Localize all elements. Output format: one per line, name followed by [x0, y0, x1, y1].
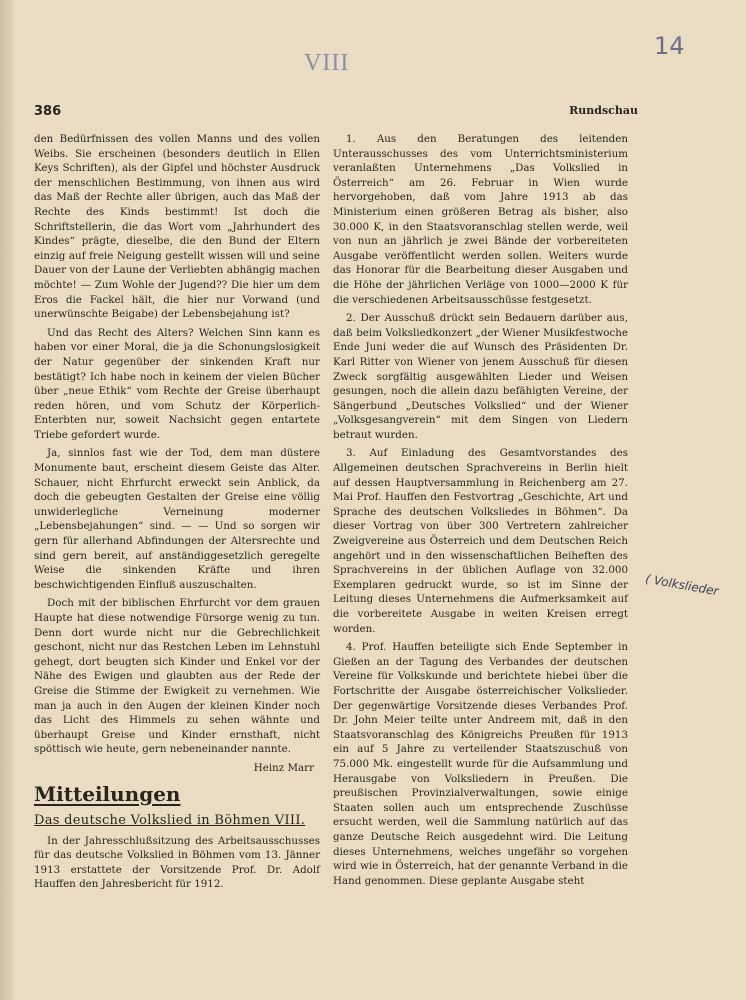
paragraph: 3. Auf Einladung des Gesamtvorstandes des Allgemeinen deutschen Sprachvereins in Berlin hielt auf dessen Hauptversammlung in Reichenberg am 27. Mai Prof. Hauffen den Festvortrag „Geschichte, Art und Sprache des deutschen Volksliedes in Böhmen“. Da dieser Vortrag von über 300 Vertretern zahlreicher Zweigvereine aus Österreich und dem Deutschen Reich angehört und in den wissenschaftlichen Beiheften des Sprachvereins in der üblichen Auflage von 32.000 Exemplaren gedruckt wurde, so ist im Sinne der Leitung dieses Unternehmens die Aufmerksamkeit auf die vorbereitete Ausgabe in weiten Kreisen erregt worden.: [333, 447, 628, 635]
paragraph: Doch mit der biblischen Ehrfurcht vor dem grauen Haupte hat diese notwendige Fürsorge wenig zu tun. Denn dort wurde nicht nur die Gebrechlichkeit geschont, nicht nur das Restchen Leben im Lehnstuhl gehegt, dort beugten sich Kinder und Enkel vor der Nähe des Ewigen und glaubten aus der Rede der Greise die Stimme der Ewigkeit zu vernehmen. Wie man ja auch in den Augen der kleinen Kinder noch das Licht des Himmels zu sehen wähnte und überhaupt Greise und Kinder ernsthaft, nicht spöttisch wie heute, gern nebeneinander nannte.: [34, 597, 320, 756]
running-head: Rundschau: [569, 104, 638, 117]
handwritten-folio-number: 14: [654, 32, 685, 60]
paragraph: 1. Aus den Beratungen des leitenden Unterausschusses des vom Unterrichtsministerium veranlaßten Unternehmens „Das Volkslied in Österreich“ am 26. Februar in Wien wurde hervorgehoben, daß vom Jahre 1913 ab das Ministerium einen größeren Betrag als bisher, also 30.000 K, in den Staatsvoranschlag stellen werde, weil von nun an jährlich je zwei Bände der vorbereiteten Ausgabe veröffentlicht werden sollen. Weiters wurde das Honorar für die Bearbeitung dieser Ausgaben und die Höhe der jährlichen Verläge von 1000—2000 K für die verschiedenen Arbeitsausschüsse festgesetzt.: [333, 133, 628, 306]
handwritten-margin-note: ( Volkslieder: [644, 571, 720, 599]
left-column: [34, 132, 320, 896]
article-title: Das deutsche Volkslied in Böhmen VIII.: [34, 812, 306, 828]
paragraph: Und das Recht des Alters? Welchen Sinn kann es haben vor einer Moral, die ja die Schonungslosigkeit der Natur gegenüber der sinkenden Kraft nur bestätigt? Ich habe noch in keinem der vielen Bücher über „neue Ethik“ vom Rechte der Greise überhaupt reden hören, und vom Schutz der Körperlich-Enterbten nur, soweit Nachsicht gegen entartete Triebe gefordert wurde.: [34, 326, 320, 441]
paragraph: den Bedürfnissen des vollen Manns und des vollen Weibs. Sie erscheinen (besonders deutlich in Ellen Keys Schriften), als der Gipfel und höchster Ausdruck der menschlichen Bestimmung, von ihnen aus wird das Maß der Rechte aller übrigen, auch das Maß der Rechte des Kinds bestimmt! Ist doch die Schriftstellerin, die das Wort vom „Jahrhundert des Kindes“ prägte, dieselbe, die den Bund der Eltern einzig auf freie Neigung gestellt wissen will und seine Dauer von der Laune der Verliebten abhängig machen möchte! — Zum Wohle der Jugend?? Die hier um dem Eros die Fackel hält, die hier nur Vorwand (und unerwünschte Beigabe) der Lebensbejahung ist?: [34, 133, 320, 321]
paragraph: Ja, sinnlos fast wie der Tod, dem man düstere Monumente baut, erscheint diesem Geiste das Alter. Schauer, nicht Ehrfurcht erweckt sein Anblick, da doch die gebeugten Gestalten der Greise eine völlig unwiderlegliche Verneinung moderner „Lebensbejahungen“ sind. — — Und so sorgen wir gern für allerhand Abfindungen der Altersrechte und sind gern bereit, auf anständiggesetzlich geregelte Weise die sinkenden Kräfte und ihren beschwichtigenden Einfluß auszuschalten.: [34, 447, 320, 591]
author-signature: Heinz Marr: [253, 761, 314, 774]
page-number: 386: [34, 104, 62, 119]
page-edge: [0, 0, 14, 1000]
section-heading: Mitteilungen: [34, 781, 181, 806]
paragraph: In der Jahresschlußsitzung des Arbeitsausschusses für das deutsche Volkslied in Böhmen vom 13. Jänner 1913 erstattete der Vorsitzende Prof. Dr. Adolf Hauffen den Jahresbericht für 1912.: [34, 834, 320, 891]
paragraph: 2. Der Ausschuß drückt sein Bedauern darüber aus, daß beim Volksliedkonzert „der Wiener Musikfestwoche Ende Juni weder die auf Wunsch des Präsidenten Dr. Karl Ritter von Wiener von jenem Ausschuß für diesen Zweck sorgfältig ausgewählten Lieder und Weisen gesungen, noch die allein dazu befähigten Vereine, der Sängerbund „Deutsches Volkslied“ und der Wiener „Volksgesangverein“ mit dem Singen von Liedern betraut wurden.: [333, 312, 628, 441]
right-column: [333, 132, 628, 892]
stamp-roman-numeral: VIII: [304, 50, 350, 76]
paragraph: 4. Prof. Hauffen beteiligte sich Ende September in Gießen an der Tagung des Verbandes der deutschen Vereine für Volkskunde und berichtete hiebei über die Fortschritte der Ausgabe österreichischer Volkslieder. Der gegenwärtige Vorsitzende dieses Verbandes Prof. Dr. John Meier teilte unter Andreem mit, daß in den Staatsvoranschlag des Königreichs Preußen für 1913 ein auf 5 Jahre zu verteilender Staatszuschuß von 75.000 Mk. eingestellt wurde für die Aufsammlung und Herausgabe von Volksliedern in Preußen. Die preußischen Provinzialverwaltungen, sowie einige Staaten sollen auch um entsprechende Zuschüsse ersucht werden, weil die Sammlung natürlich auf das ganze Deutsche Reich ausgedehnt wird. Die Leitung dieses Unternehmens, welches ungefähr so vorgehen wird wie in Österreich, hat der genannte Verband in die Hand genommen. Diese geplante Ausgabe steht: [333, 641, 628, 887]
